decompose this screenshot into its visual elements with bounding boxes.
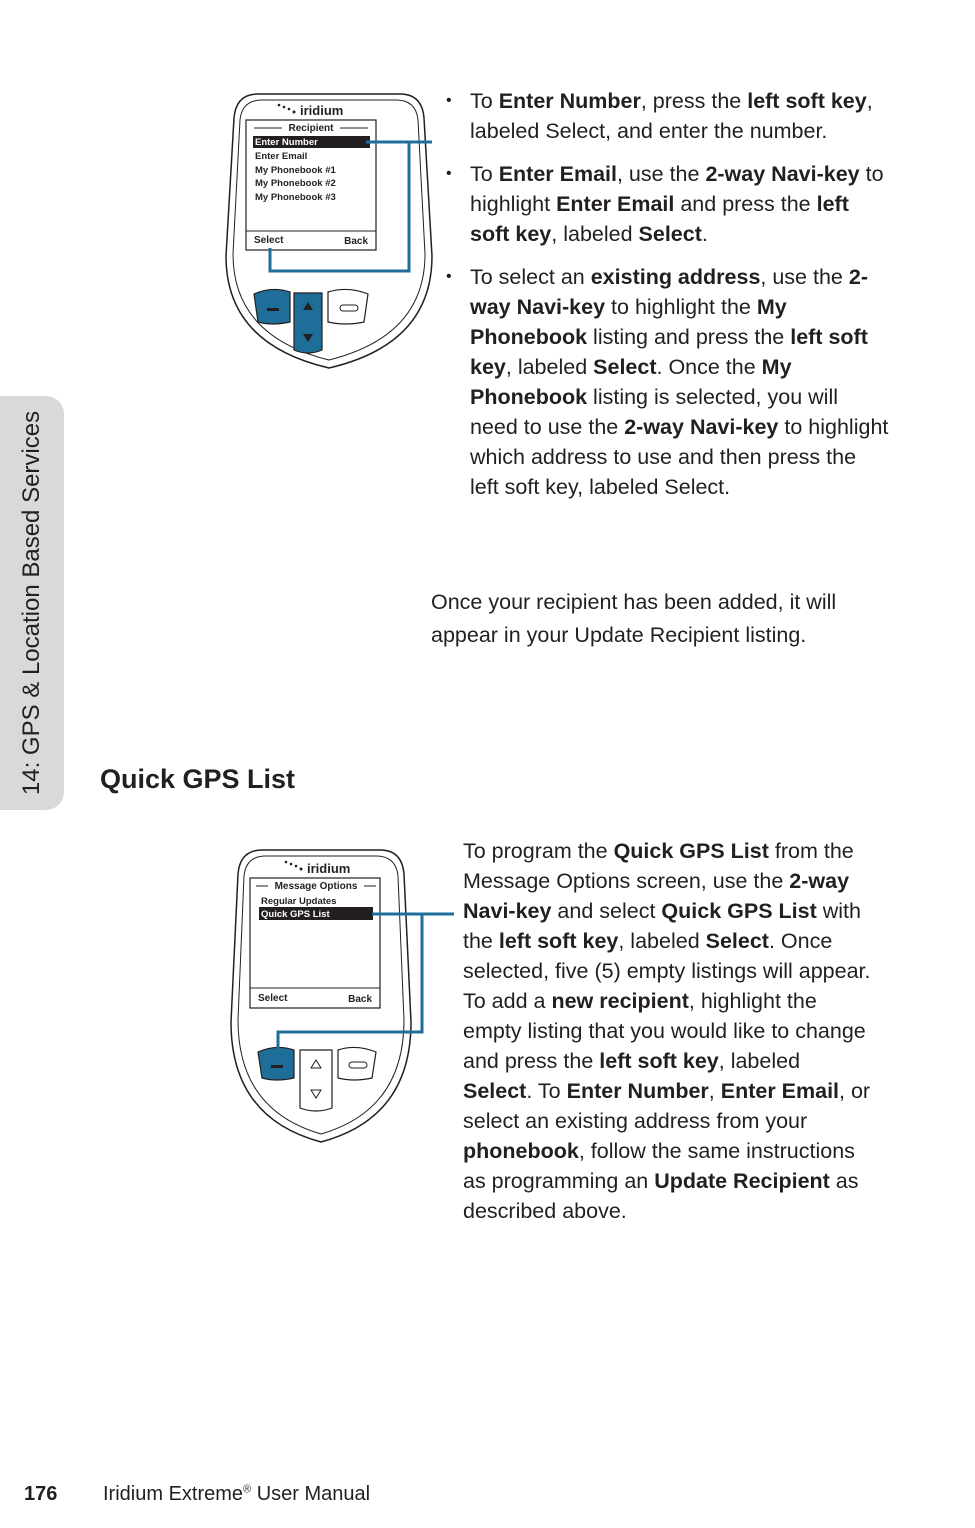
text-run: To select an bbox=[470, 265, 591, 289]
chapter-tab-label: 14: GPS & Location Based Services bbox=[18, 410, 45, 796]
bold-term: Enter Email bbox=[720, 1079, 840, 1103]
bold-term: 2-way Navi-key bbox=[470, 265, 868, 319]
text-run: , labeled bbox=[718, 1049, 801, 1073]
text-run: To program the bbox=[463, 839, 614, 863]
bold-term: left soft key bbox=[498, 929, 619, 953]
text-run: and press the bbox=[674, 192, 817, 216]
text-run: listing and press the bbox=[587, 325, 791, 349]
bold-term: Enter Number bbox=[566, 1079, 709, 1103]
screen-title: Message Options bbox=[274, 881, 358, 892]
section-heading: Quick GPS List bbox=[100, 764, 296, 794]
text-run: from the Message Options screen, use the bbox=[463, 839, 854, 893]
screen-left-softkey-label: Select bbox=[258, 993, 288, 1004]
bullet-item bbox=[440, 159, 890, 249]
left-soft-key-icon bbox=[254, 289, 290, 324]
callout-lines-figure2 bbox=[272, 908, 458, 1060]
screen-menu-item: Regular Updates bbox=[261, 896, 337, 907]
text-run: , labeled bbox=[618, 929, 706, 953]
footer-title bbox=[103, 1483, 370, 1506]
registered-mark: ® bbox=[243, 1483, 252, 1496]
bold-term: My Phonebook bbox=[470, 355, 792, 409]
bold-term: left soft key bbox=[470, 325, 868, 379]
screen-menu-item: My Phonebook #2 bbox=[255, 178, 336, 189]
text-run: , or select an existing address from your bbox=[463, 1079, 871, 1133]
callout-lines-figure1 bbox=[264, 138, 436, 276]
bold-term: Select bbox=[593, 355, 657, 379]
bold-term: 2-way Navi-key bbox=[624, 415, 779, 439]
recipient-added-note: Once your recipient has been added, it will appear in your Update Recipient listing. bbox=[431, 590, 837, 647]
text-run: listing is selected, you will need to use the bbox=[470, 385, 838, 439]
screen-menu-item: Quick GPS List bbox=[261, 909, 330, 920]
bold-term: 2-way Navi-key bbox=[463, 869, 850, 923]
text-run: To bbox=[470, 89, 499, 113]
screen-menu-item: Enter Email bbox=[255, 151, 308, 162]
bold-term: Enter Number bbox=[498, 89, 641, 113]
text-run: To bbox=[470, 162, 499, 186]
text-run: as described above. bbox=[463, 1169, 859, 1223]
footer-title-suffix: User Manual bbox=[251, 1483, 371, 1505]
text-run: with the bbox=[463, 899, 861, 953]
screen-right-softkey-label: Back bbox=[344, 236, 368, 247]
bold-term: left soft key bbox=[470, 192, 849, 246]
text-run: , use the bbox=[760, 265, 849, 289]
text-run: , labeled Select, and enter the number. bbox=[470, 89, 873, 143]
text-run: to highlight bbox=[470, 162, 884, 216]
bold-term: left soft key bbox=[747, 89, 867, 113]
bold-term: existing address bbox=[590, 265, 761, 289]
screen-left-softkey-label: Select bbox=[254, 235, 284, 246]
bullet-item bbox=[440, 86, 890, 146]
bold-term: Select bbox=[463, 1079, 527, 1103]
phone-brand: iridium bbox=[307, 861, 351, 876]
quick-gps-instructions bbox=[463, 836, 875, 1226]
bold-term: Quick GPS List bbox=[613, 839, 769, 863]
screen-menu-item: My Phonebook #3 bbox=[255, 192, 336, 203]
bold-term: Quick GPS List bbox=[661, 899, 817, 923]
bold-term: My Phonebook bbox=[470, 295, 787, 349]
text-run: to highlight the bbox=[605, 295, 757, 319]
bold-term: Enter Email bbox=[556, 192, 675, 216]
bold-term: phonebook bbox=[463, 1139, 579, 1163]
bold-term: left soft key bbox=[599, 1049, 719, 1073]
text-run: , press the bbox=[640, 89, 748, 113]
text-run: . To bbox=[526, 1079, 567, 1103]
text-run: , bbox=[708, 1079, 721, 1103]
bold-term: 2-way Navi-key bbox=[705, 162, 860, 186]
bold-term: new recipient bbox=[551, 989, 689, 1013]
instruction-bullet-list bbox=[440, 86, 890, 515]
text-run: . Once selected, five (5) empty listings will appear. To add a bbox=[463, 929, 871, 1013]
text-run: , use the bbox=[616, 162, 706, 186]
text-run: , labeled bbox=[551, 222, 639, 246]
text-run: and select bbox=[551, 899, 662, 923]
text-run: , labeled bbox=[505, 355, 594, 379]
text-run: . bbox=[701, 222, 708, 246]
screen-right-softkey-label: Back bbox=[348, 994, 372, 1005]
footer-title-main: Iridium Extreme bbox=[103, 1483, 244, 1505]
bold-term: Select bbox=[638, 222, 702, 246]
bold-term: Enter Email bbox=[498, 162, 617, 186]
page-number: 176 bbox=[24, 1483, 58, 1505]
screen-title: Recipient bbox=[288, 123, 334, 134]
bullet-item bbox=[440, 262, 890, 502]
bold-term: Select bbox=[705, 929, 769, 953]
text-run: . Once the bbox=[656, 355, 762, 379]
screen-menu-item: My Phonebook #1 bbox=[255, 165, 336, 176]
phone-brand: iridium bbox=[300, 103, 344, 118]
text-run: to highlight which address to use and then press the left soft key, labeled Select. bbox=[470, 415, 889, 499]
text-run: , follow the same instructions as programming an bbox=[463, 1139, 855, 1193]
text-run: , highlight the empty listing that you would like to change and press the bbox=[463, 989, 866, 1073]
bold-term: Update Recipient bbox=[654, 1169, 830, 1193]
screen-menu-item: Enter Number bbox=[255, 137, 318, 148]
